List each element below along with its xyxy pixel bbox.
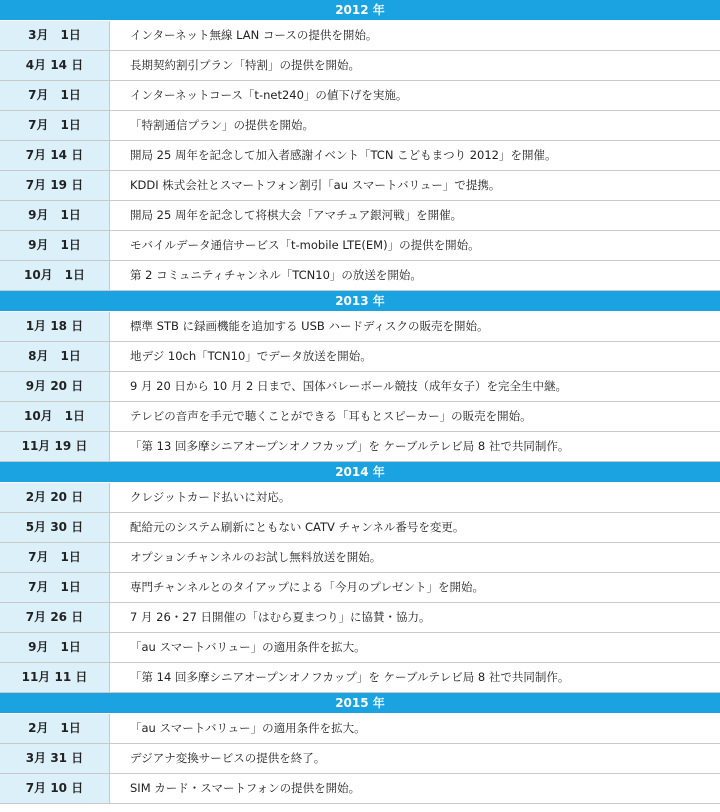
event-description: 9 月 20 日から 10 月 2 日まで、国体バレーボール競技（成年女子）を完全生中継。 (130, 379, 568, 393)
event-description: オプションチャンネルのお試し無料放送を開始。 (130, 550, 382, 564)
event-row (0, 483, 720, 513)
event-description: 「au スマートバリュー」の適用条件を拡大。 (130, 721, 366, 735)
event-description: 開局 25 周年を記念して将棋大会「アマチュア銀河戦」を開催。 (130, 208, 463, 222)
event-date: 9月 20 日 (0, 372, 110, 401)
year-section (0, 291, 720, 462)
event-row (0, 573, 720, 603)
event-description: モバイルデータ通信サービス「t-mobile LTE(EM)」の提供を開始。 (130, 238, 480, 252)
year-header: 2013 年 (0, 291, 720, 312)
event-description: 配給元のシステム刷新にともない CATV チャンネル番号を変更。 (130, 520, 465, 534)
event-row (0, 714, 720, 744)
event-date: 9月 1日 (0, 633, 110, 662)
event-date: 2月 1日 (0, 714, 110, 743)
event-row (0, 261, 720, 291)
event-description: 「第 13 回多摩シニアオープンオノフカップ」を ケーブルテレビ局 8 社で共同制作。 (130, 439, 570, 453)
event-row (0, 774, 720, 804)
event-description: デジアナ変換サービスの提供を終了。 (130, 751, 326, 765)
year-section (0, 462, 720, 693)
event-date: 10月 1日 (0, 261, 110, 290)
event-description: KDDI 株式会社とスマートフォン割引「au スマートバリュー」で提携。 (130, 178, 501, 192)
event-row (0, 21, 720, 51)
event-row (0, 81, 720, 111)
event-date: 7月 1日 (0, 81, 110, 110)
event-row (0, 141, 720, 171)
event-date: 10月 1日 (0, 402, 110, 431)
event-date: 3月 1日 (0, 21, 110, 50)
event-date: 9月 1日 (0, 201, 110, 230)
event-date: 11月 11 日 (0, 663, 110, 692)
event-description: 「特割通信プラン」の提供を開始。 (130, 118, 314, 132)
event-date: 7月 26 日 (0, 603, 110, 632)
event-description: 7 月 26・27 日開催の「はむら夏まつり」に協賛・協力。 (130, 610, 431, 624)
event-date: 7月 10 日 (0, 774, 110, 803)
event-description: 地デジ 10ch「TCN10」でデータ放送を開始。 (130, 349, 372, 363)
event-date: 7月 1日 (0, 543, 110, 572)
event-date: 1月 18 日 (0, 312, 110, 341)
year-section (0, 693, 720, 804)
event-row (0, 402, 720, 432)
event-date: 7月 1日 (0, 111, 110, 140)
event-date: 9月 1日 (0, 231, 110, 260)
event-description: 長期契約割引プラン「特割」の提供を開始。 (130, 58, 360, 72)
event-row (0, 513, 720, 543)
event-row (0, 342, 720, 372)
event-date: 2月 20 日 (0, 483, 110, 512)
event-description: 標準 STB に録画機能を追加する USB ハードディスクの販売を開始。 (130, 319, 489, 333)
event-description: クレジットカード払いに対応。 (130, 490, 291, 504)
event-row (0, 231, 720, 261)
event-row (0, 432, 720, 462)
event-description: 「au スマートバリュー」の適用条件を拡大。 (130, 640, 366, 654)
event-date: 7月 19 日 (0, 171, 110, 200)
event-row (0, 663, 720, 693)
year-header: 2015 年 (0, 693, 720, 714)
event-description: 専門チャンネルとのタイアップによる「今月のプレゼント」を開始。 (130, 580, 484, 594)
event-row (0, 111, 720, 141)
year-section (0, 0, 720, 291)
event-description: 「第 14 回多摩シニアオープンオノフカップ」を ケーブルテレビ局 8 社で共同制作。 (130, 670, 570, 684)
event-row (0, 171, 720, 201)
event-row (0, 312, 720, 342)
event-row (0, 51, 720, 81)
event-date: 11月 19 日 (0, 432, 110, 461)
event-description: テレビの音声を手元で聴くことができる「耳もとスピーカー」の販売を開始。 (130, 409, 532, 423)
event-description: 第 2 コミュニティチャンネル「TCN10」の放送を開始。 (130, 268, 422, 282)
event-date: 4月 14 日 (0, 51, 110, 80)
year-header: 2014 年 (0, 462, 720, 483)
event-description: SIM カード・スマートフォンの提供を開始。 (130, 781, 361, 795)
event-date: 3月 31 日 (0, 744, 110, 773)
event-description: インターネットコース「t-net240」の値下げを実施。 (130, 88, 408, 102)
event-row (0, 744, 720, 774)
event-row (0, 633, 720, 663)
event-row (0, 603, 720, 633)
event-date: 7月 1日 (0, 573, 110, 602)
event-description: インターネット無線 LAN コースの提供を開始。 (130, 28, 378, 42)
event-description: 開局 25 周年を記念して加入者感謝イベント「TCN こどもまつり 2012」を開催。 (130, 148, 557, 162)
event-date: 8月 1日 (0, 342, 110, 371)
event-date: 7月 14 日 (0, 141, 110, 170)
event-date: 5月 30 日 (0, 513, 110, 542)
event-row (0, 372, 720, 402)
event-row (0, 543, 720, 573)
event-row (0, 201, 720, 231)
year-header: 2012 年 (0, 0, 720, 21)
